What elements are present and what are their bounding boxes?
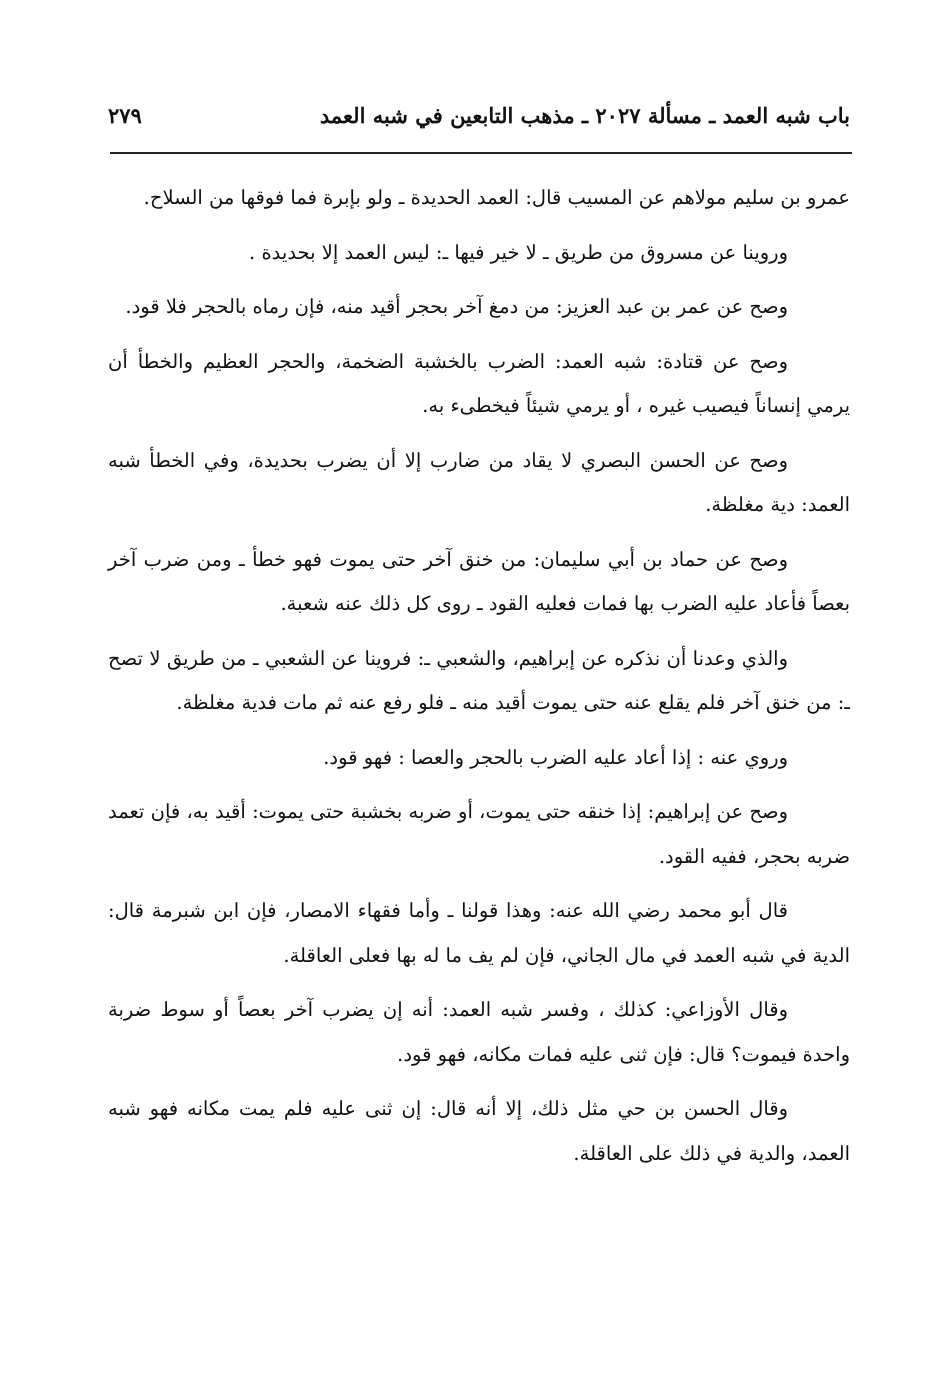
paragraph: وصح عن إبراهيم: إذا خنقه حتى يموت، أو ضربه بخشبة حتى يموت: أقيد به، فإن تعمد ضربه بحجر، ففيه القود. (108, 800, 850, 868)
header-divider (110, 152, 852, 154)
paragraph: قال أبو محمد رضي الله عنه: وهذا قولنا ـ وأما فقهاء الامصار، فإن ابن شبرمة قال: الدية في شبه العمد في مال الجاني، فإن لم يف ما له بها فعلى العاقلة. (108, 899, 850, 967)
paragraph: وصح عن قتادة: شبه العمد: الضرب بالخشبة الضخمة، والحجر العظيم والخطأ أن يرمي إنساناً فيصيب غيره ، أو يرمي شيئاً فيخطىء به. (108, 349, 850, 417)
page-body (108, 176, 850, 1186)
paragraph: والذي وعدنا أن نذكره عن إبراهيم، والشعبي ـ: فروينا عن الشعبي ـ من طريق لا تصح ـ: من خنق آخر فلم يقلع عنه حتى يموت أقيد منه ـ فلو رفع عنه ثم مات فدية مغلظة. (108, 646, 850, 714)
paragraph-continuation: عمرو بن سليم مولاهم عن المسيب قال: العمد الحديدة ـ ولو بإبرة فما فوقها من السلاح. (143, 186, 850, 209)
paragraph: وقال الأوزاعي: كذلك ، وفسر شبه العمد: أنه إن يضرب آخر بعصاً أو سوط ضربة واحدة فيموت؟ قال: فإن ثنى عليه فمات مكانه، فهو قود. (108, 998, 850, 1066)
paragraph: وصح عن عمر بن عبد العزيز: من دمغ آخر بحجر أقيد منه، فإن رماه بالحجر فلا قود. (125, 295, 788, 318)
paragraph: وروينا عن مسروق من طريق ـ لا خير فيها ـ: ليس العمد إلا بحديدة . (249, 240, 788, 264)
running-header (108, 103, 850, 133)
paragraph: وصح عن الحسن البصري لا يقاد من ضارب إلا أن يضرب بحديدة، وفي الخطأ شبه العمد: دية مغلظة. (108, 448, 850, 516)
page-number: ٢٧٩ (108, 103, 142, 128)
paragraph: وروي عنه : إذا أعاد عليه الضرب بالحجر والعصا : فهو قود. (323, 745, 788, 769)
paragraph: وصح عن حماد بن أبي سليمان: من خنق آخر حتى يموت فهو خطأ ـ ومن ضرب آخر بعصاً فأعاد عليه الضرب بها فمات فعليه القود ـ روى كل ذلك عنه شعبة. (108, 547, 850, 615)
paragraph: وقال الحسن بن حي مثل ذلك، إلا أنه قال: إن ثنى عليه فلم يمت مكانه فهو شبه العمد، والدية في ذلك على العاقلة. (108, 1097, 850, 1165)
header-title: باب شبه العمد ـ مسألة ٢٠٢٧ ـ مذهب التابعين في شبه العمد (319, 103, 850, 128)
